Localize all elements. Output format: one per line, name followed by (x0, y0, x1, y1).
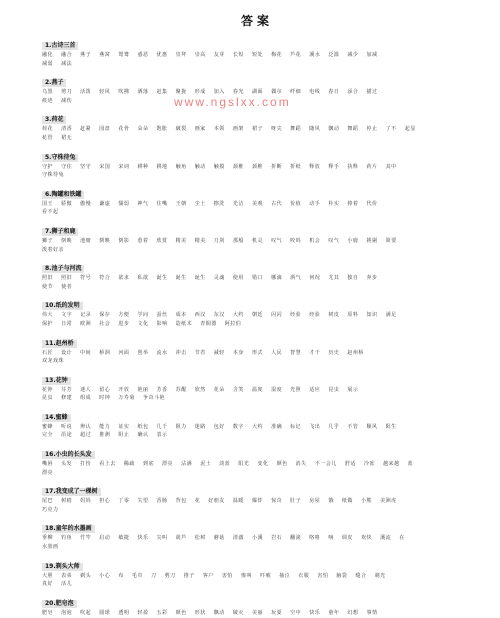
word-row: 肥皂 泡泡 吹起 圆球 透明 轻盈 五彩 颜色 形状 飘动 破灭 美丽 玩耍 空中 快乐 童年 幻想 事情 (42, 609, 378, 616)
word-row: 痕迹 减伤 (42, 97, 73, 104)
lesson-heading: 3.荷花 (42, 116, 66, 124)
lesson-section (42, 404, 472, 440)
page-title: 答案 (240, 14, 273, 28)
word-row: 花管 裙无 (42, 134, 73, 141)
word-row: 漂亮 (42, 469, 54, 476)
word-row: 双龙戏珠 (42, 358, 65, 365)
lesson-section (42, 330, 472, 366)
lesson-heading: 8.池子与河流 (42, 265, 84, 273)
lesson-section (42, 515, 472, 551)
word-row: 守株待兔 (42, 172, 65, 179)
word-row: 荷花 清香 赶紧 园盘 花骨 朵朵 饱胀 破裂 画家 本领 画架 裙子 呀尖 舞蹈 随风 飘动 舞蹈 停止 了不 起显 (42, 126, 416, 133)
lesson-heading: 6.陶罐和铁罐 (42, 191, 84, 199)
lesson-heading: 11.赵州桥 (42, 340, 77, 348)
lesson-section (42, 292, 472, 328)
word-row: 减弱 减法 (42, 60, 73, 67)
answer-document (42, 12, 472, 618)
word-row: 尾巴 树梢 妈妈 担心 丁零 失望 香肠 背包 花 好朋友 温暖 爆炸 惊奇 肚子 房屋 饿 纸做 小熊 美洲虎 (42, 498, 397, 505)
word-row: 伟大 文字 记录 保存 方便 学问 蚕丝 成本 西汉 东汉 大约 朝廷 闪闪 经验 经验 树皮 原料 知识 满足 (42, 312, 397, 319)
word-row: 巧克力 (42, 506, 59, 513)
lesson-heading: 14.蜜蜂 (42, 414, 71, 422)
lesson-section (42, 69, 472, 105)
lesson-heading: 1.古诗三首 (42, 42, 78, 50)
lesson-heading: 16.小虫的长头发 (42, 451, 95, 459)
lesson-section (42, 218, 472, 254)
lesson-heading: 10.纸的发明 (42, 302, 83, 310)
word-row: 乌黑 剪刀 活泼 轻风 吹拂 洒落 赶集 聚拢 形成 加入 春光 湖面 偶尔 纤细 电线 春日 添合 描过 (42, 89, 378, 96)
word-row: 花钟 芬芳 迷人 留心 开放 艳丽 芳香 苏醒 欣然 花朵 含笑 温度 湿度 光照 适应 昆虫 展示 (42, 386, 359, 393)
lesson-section (42, 32, 472, 68)
word-row: 完全 沿途 超过 推测 阻止 确认 表示 (42, 432, 168, 439)
word-row: 使节 使者 (42, 283, 73, 290)
lesson-section (42, 478, 472, 514)
word-row: 保护 日常 欧洲 社会 进步 文化 影响 造纸术 青铜器 阿拉伯 (42, 320, 242, 327)
word-row: 蜜蜂 听说 辨认 能力 证实 纸包 几千 阻力 迷路 包好 数字 大约 准确 标记 飞出 几乎 不管 顺风 阳生 (42, 423, 397, 430)
lesson-heading: 7.狮子和鹿 (42, 228, 78, 236)
word-row: 水墨画 (42, 544, 59, 551)
lesson-section (42, 367, 472, 403)
word-row: 照旧 照旧 符号 符合 欲求 私欲 诞生 诞生 诞生 灵魂 使用 错口 哪滴 酒气 何况 尤其 独自 奔步 (42, 275, 378, 282)
word-row: 真好 活儿 (42, 581, 73, 588)
lesson-heading: 20.肥皂泡 (42, 600, 77, 608)
watermark: www.ngslxx.com (174, 95, 291, 109)
word-row: 狮子 倒映 池塘 倒映 倒影 惹着 欣赏 精美 精美 刀剑 那般 机灵 叹气 咬吗 机会 叹气 小鹿 挑剔 简要 (42, 237, 397, 244)
lesson-section (42, 553, 472, 589)
word-row: 国王 骄傲 傲慢 谦虚 懦弱 神气 住嘴 王朝 尘土 擦洗 光洁 美观 古代 价值 动手 朴实 捧着 代价 (42, 200, 378, 207)
lesson-heading: 5.守株待兔 (42, 154, 78, 162)
lesson-section (42, 255, 472, 291)
word-row: 看不起 (42, 209, 59, 216)
lesson-heading: 2.燕子 (42, 79, 66, 87)
word-row: 嘴唇 头发 打扮 看上去 稀疏 到底 漂亮 沾满 泥土 淡蓝 阳光 变化 颜色 消失 不一会儿 舒适 冷冻 越来越 蓝 (42, 461, 414, 468)
lesson-heading: 19.剃头大师 (42, 563, 83, 571)
lesson-heading: 13.花钟 (42, 377, 71, 385)
lesson-section (42, 590, 472, 618)
lesson-heading: 17.我变成了一棵树 (42, 488, 101, 496)
lesson-heading: 18.童年的水墨画 (42, 525, 95, 533)
word-row: 融化 融合 燕子 燕窝 鸳鸯 惑恶 优惠 崇拜 崇高 友芽 长短 短处 梅花 芦花 溪水 泛滥 减少 加减 (42, 52, 378, 58)
lesson-section (42, 441, 472, 477)
lesson-section (42, 106, 472, 142)
word-row: 大胆 表弟 剃头 小心 布 毛巾 刀 剪刀 推子 客户 害怕 惨叫 吓唬 抽泣 衣服 害怕 脑袋 缝合 剃光 (42, 572, 386, 579)
word-row: 昆虫 修建 组成 时钟 万寿菊 争奇斗艳 (42, 395, 165, 402)
lesson-section (42, 144, 472, 180)
word-row: 垂柳 钓鱼 竹竿 启动 敏捷 快乐 尖叫 葫芦 松树 蘑菇 清澈 小溪 岩石 翻滚 咯咯 响 调皮 欢快 溪流 在 (42, 535, 405, 542)
sections-list (42, 32, 472, 617)
word-row: 守护 守住 坚守 宋国 宋词 耕种 耕地 触角 触动 触摸 颈椎 颈椎 折断 折纸 释放 释手 执释 药片 其中 (42, 163, 397, 170)
lesson-section (42, 181, 472, 217)
word-row: 泼着好亲 (42, 246, 65, 253)
word-row: 石匠 设计 中间 桥洞 河面 创举 流水 冲击 节省 减轻 本身 形式 人民 智慧 才干 历史 赵州桥 (42, 349, 364, 356)
